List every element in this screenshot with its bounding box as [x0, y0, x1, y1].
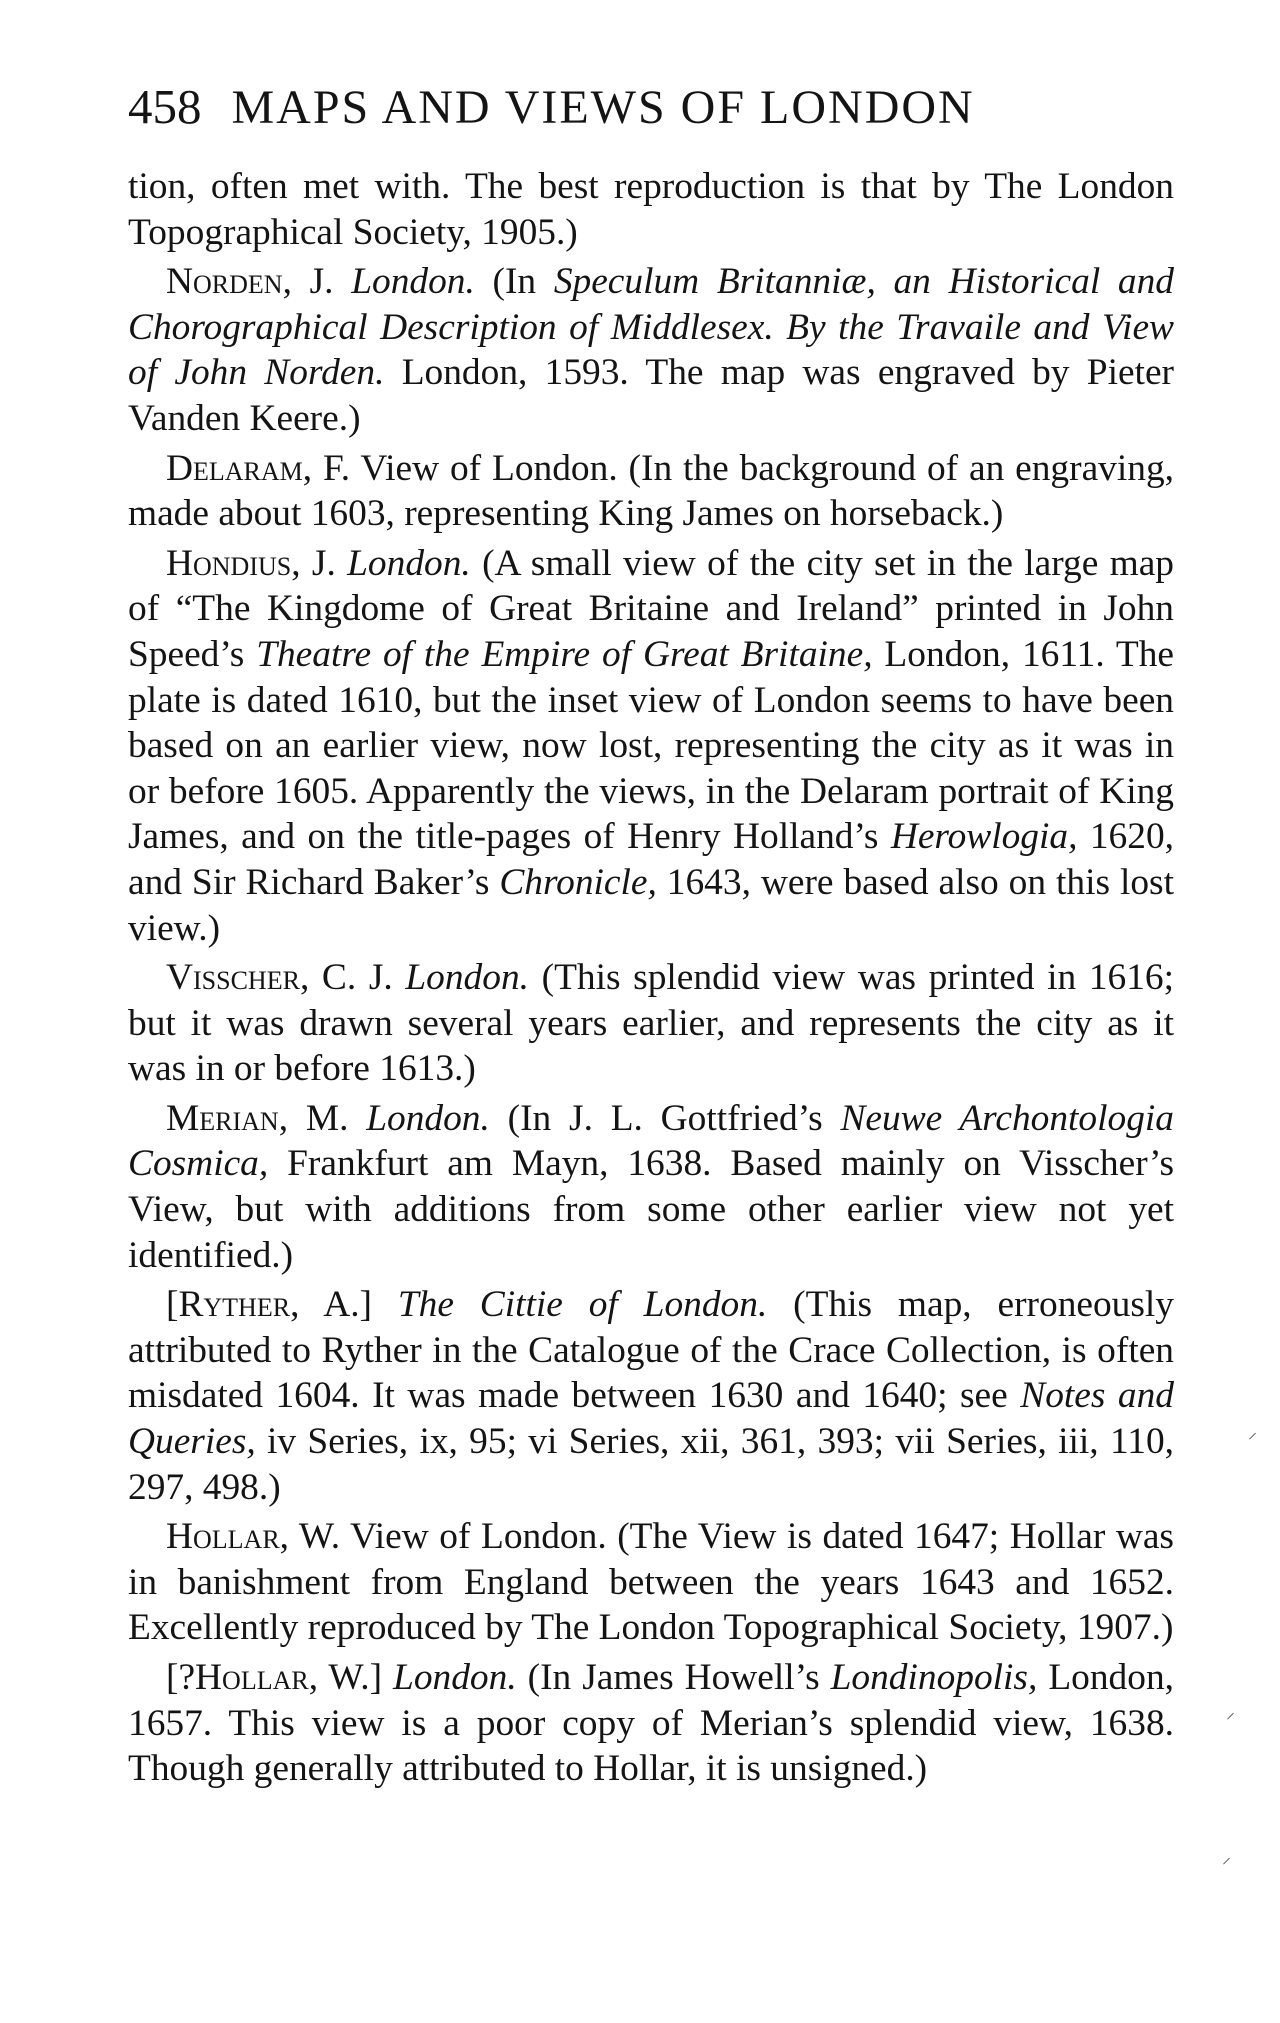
entry-title: Neuwe Archontologia Cosmica, — [128, 1097, 1174, 1185]
entry-hondius — [128, 541, 1174, 951]
entry-initial: , J. — [291, 542, 336, 584]
entry-title: The Cittie of London. — [397, 1284, 768, 1326]
entry-text — [382, 1657, 393, 1698]
entry-author: Norden — [166, 261, 283, 303]
book-page — [128, 78, 1174, 1796]
entry-title: London. — [366, 1097, 490, 1139]
running-title: MAPS AND VIEWS OF LONDON — [231, 81, 975, 134]
entry-author: Delaram — [166, 447, 303, 489]
entry-initial: , F. — [302, 447, 351, 489]
entry-text: (In James Howell’s — [516, 1657, 831, 1698]
entry-text: Frankfurt am Mayn, 1638. Based mainly on Visscher’s View, but with additions from some other earlier view not yet identified.) — [128, 1143, 1174, 1276]
entry-title: Chronicle, — [499, 861, 657, 903]
entry-text: London, 1657. This view is a poor copy of Merian’s splendid view, 1638. Though generally attributed to Hollar, it is unsigned.) — [128, 1657, 1174, 1790]
entry-title: Speculum Britanniæ, an Historical and Chorographical Description of Middlesex. By the Travaile and View of John Norden. — [128, 261, 1174, 394]
margin-speck: ⸝ — [1226, 1702, 1235, 1723]
entry-text: (In — [474, 261, 554, 303]
entry-text — [334, 261, 352, 302]
entry-ryther — [128, 1282, 1174, 1510]
margin-speck: ⸝ — [1248, 1422, 1257, 1443]
entry-text: (This map, erroneously attributed to Ryther in the Catalogue of the Crace Collection, is often misdated 1604. It was made between 1630 and 1640; see — [128, 1284, 1175, 1417]
entry-author: Visscher — [166, 957, 300, 999]
page-number: 458 — [128, 79, 202, 134]
entry-text: View of London. (The View is dated 1647; Hollar was in banishment from England between the years 1643 and 1652. Excellently reproduced by The London Topographical Society, 1907.) — [128, 1516, 1174, 1649]
margin-speck: ⸝ — [1222, 1847, 1231, 1868]
entry-initial: , W.] — [308, 1657, 383, 1698]
entry-text: 1643, were based also on this lost view.) — [128, 861, 1174, 949]
entry-initial: , A.] — [290, 1284, 372, 1326]
entry-text: London, 1593. The map was engraved by Pieter Vanden Keere.) — [128, 352, 1174, 439]
entry-title: London. — [351, 261, 475, 303]
entry-initial: , C. J. — [299, 957, 393, 999]
entry-title: London. — [393, 1657, 517, 1698]
entry-text — [393, 957, 406, 998]
entry-title: Londinopolis, — [830, 1657, 1038, 1698]
running-header — [128, 78, 1174, 164]
entry-hollar — [128, 1514, 1174, 1651]
entry-hollar-attributed — [128, 1655, 1174, 1792]
entry-title: Theatre of the Empire of Great Britaine, — [256, 633, 873, 675]
entry-author: [Ryther — [166, 1284, 291, 1326]
entry-author: Hondius — [166, 542, 292, 584]
entry-text: (This splendid view was printed in 1616; but it was drawn several years earlier, and represents the city as it was in or before 1613.) — [128, 957, 1175, 1090]
entry-text — [372, 1284, 398, 1325]
entry-norden — [128, 259, 1174, 441]
entry-initial: , W. — [279, 1516, 341, 1558]
entry-text — [336, 543, 347, 584]
entry-text: London, 1611. The plate is dated 1610, but the inset view of London seems to have been based on an earlier view, now lost, representing the city as it was in or before 1605. Apparently the views, in the Delaram portrait of King James, and on the title-pages of Henry Holland’s — [128, 633, 1175, 858]
entry-text: 1620, and Sir Richard Baker’s — [128, 816, 1174, 903]
entry-title: London. — [347, 542, 471, 584]
entry-title: Notes and Queries, — [128, 1375, 1174, 1463]
page-body — [128, 164, 1174, 1792]
entry-visscher — [128, 955, 1174, 1092]
entry-author: Hollar — [166, 1516, 280, 1558]
entry-merian — [128, 1096, 1174, 1278]
entry-author: Merian — [166, 1097, 279, 1139]
entry-delaram — [128, 446, 1174, 537]
entry-initial: , J. — [282, 261, 334, 303]
entry-text — [348, 1098, 366, 1139]
entry-text: View of London. (In the background of an engraving, made about 1603, representing King James on horseback.) — [128, 447, 1174, 535]
entry-title: Herowlogia, — [890, 816, 1078, 858]
continuation-paragraph: tion, often met with. The best reproduction is that by The London Topographical Society, 1905.) — [128, 166, 1174, 253]
entry-initial: , M. — [278, 1097, 349, 1139]
entry-text: (In J. L. Gottfried’s — [489, 1097, 841, 1139]
entry-text: (A small view of the city set in the large map of “The Kingdome of Great Britaine and Ireland” printed in John Speed’s — [128, 542, 1174, 675]
entry-author: [?Hollar — [166, 1657, 309, 1698]
entry-title: London. — [405, 957, 529, 999]
entry-text: iv Series, ix, 95; vi Series, xii, 361, 393; vii Series, iii, 110, 297, 498.) — [128, 1421, 1174, 1508]
